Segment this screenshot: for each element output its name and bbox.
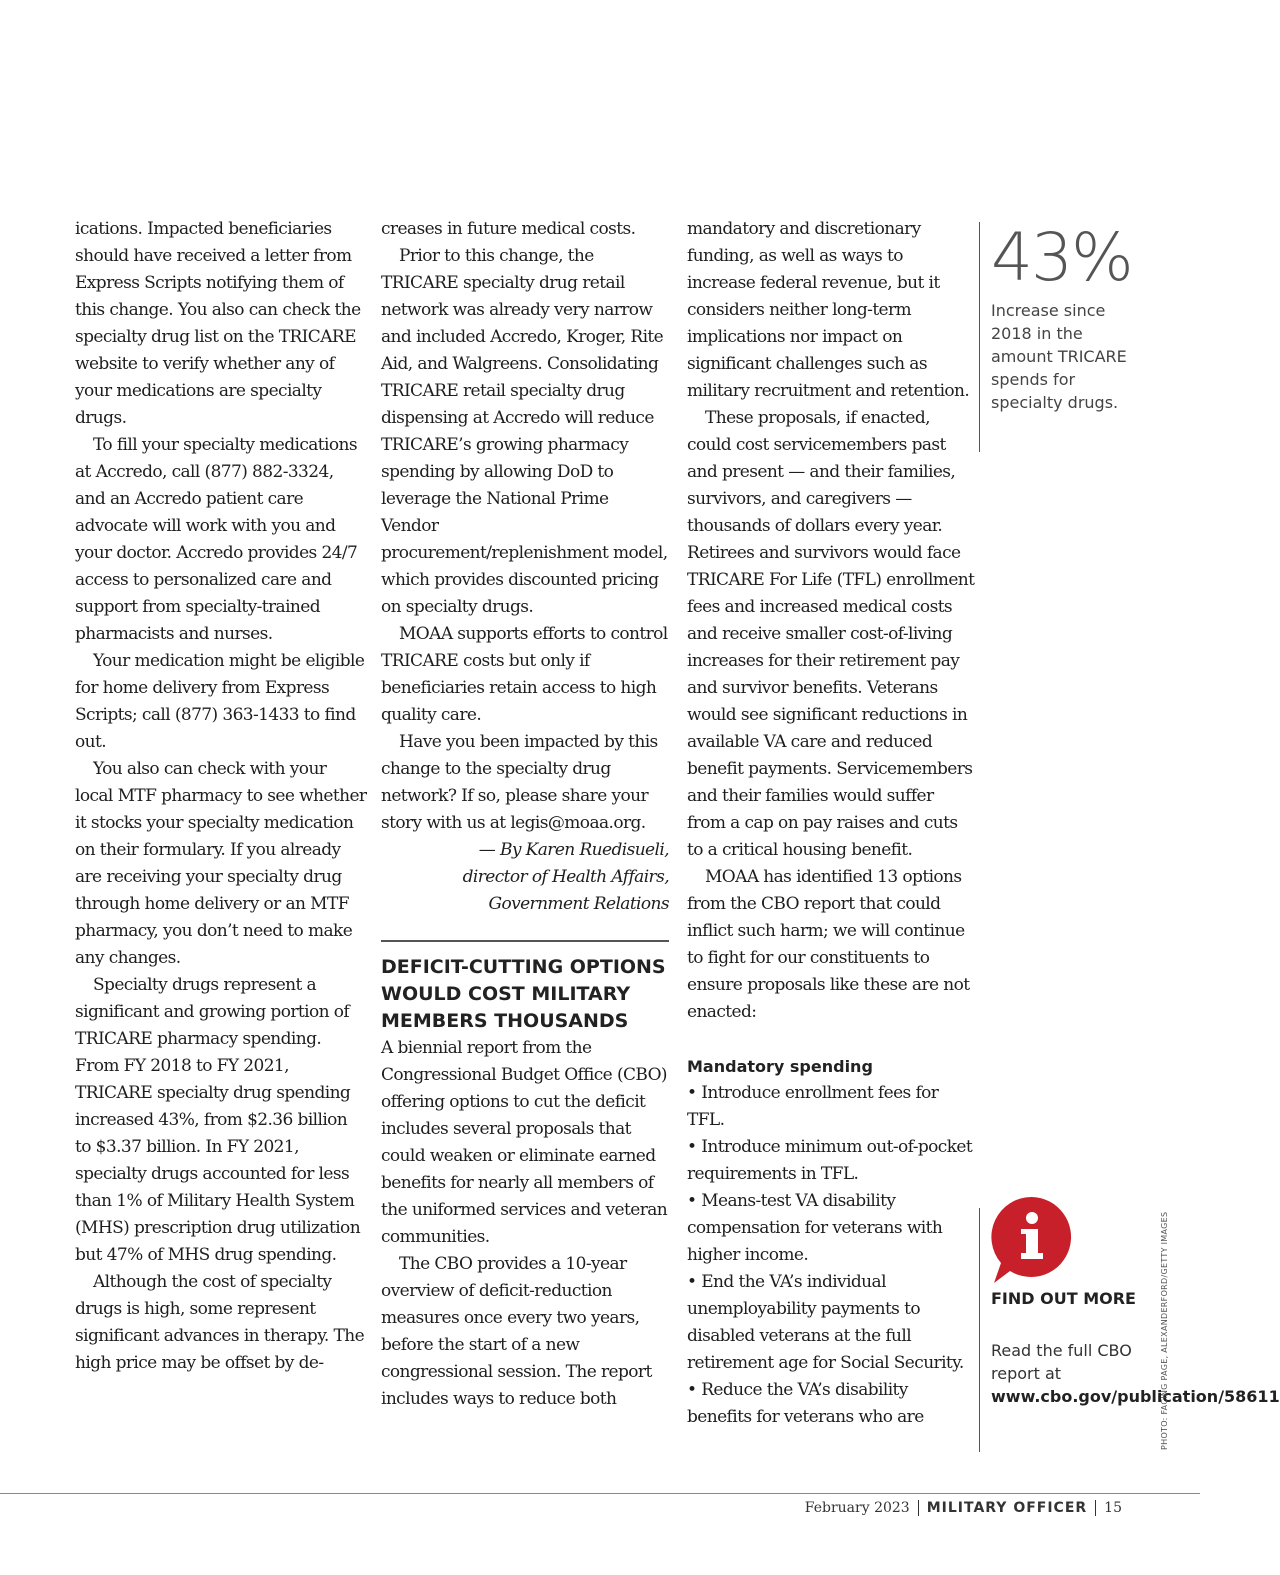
byline-department: Government Relations — [488, 894, 669, 914]
paragraph: To fill your specialty medications at Accredo, call (877) 882-3324, and an Accredo patient care advocate will work with you and your doctor. Accredo provides 24/7 access to personalized care and support from specialty-trained pharmacists and nurses. — [75, 435, 358, 644]
read-report-text: Read the full CBO report at — [991, 1341, 1132, 1383]
find-out-more-heading: FIND OUT MORE — [991, 1289, 1136, 1308]
article-column-2 — [381, 216, 669, 1413]
footer-divider — [0, 1493, 1200, 1494]
paragraph: ications. Impacted beneficiaries should have received a letter from Express Scripts notifying them of this change. You also can check the specialty drug list on the TRICARE website to verify whether any of your medications are specialty drugs. — [75, 219, 361, 428]
list-item: • Means-test VA disability compensation for veterans with higher income. — [687, 1188, 975, 1269]
list-item: • Reduce the VA’s disability benefits for veterans who are — [687, 1377, 975, 1431]
list-item: • End the VA’s individual unemployability payments to disabled veterans at the full retirement age for Social Security. — [687, 1269, 975, 1377]
info-serif — [1021, 1229, 1029, 1234]
paragraph: creases in future medical costs. — [381, 219, 636, 239]
paragraph: MOAA has identified 13 options from the CBO report that could inflict such harm; we will continue to fight for our constituents to ensure proposals like these are not enacted: — [687, 867, 970, 1022]
paragraph: mandatory and discretionary funding, as well as ways to increase federal revenue, but it considers neither long-term implications nor impact on significant challenges such as military recruitment and retention. — [687, 219, 970, 401]
byline-title: director of Health Affairs, — [462, 867, 669, 887]
mandatory-spending-list — [687, 1080, 975, 1431]
issue-date: February 2023 — [804, 1500, 910, 1516]
paragraph: Specialty drugs represent a significant and growing portion of TRICARE pharmacy spending. From FY 2018 to FY 2021, TRICARE specialty drug spending increased 43%, from $2.36 billion to $3.37 billion. In FY 2021, specialty drugs accounted for less than 1% of Military Health System (MHS) prescription drug utilization but 47% of MHS drug spending. — [75, 975, 361, 1265]
article-column-3 — [687, 216, 975, 1431]
info-divider — [979, 1208, 980, 1452]
footer-separator — [918, 1500, 919, 1516]
magazine-title: MILITARY OFFICER — [926, 1500, 1088, 1516]
paragraph: These proposals, if enacted, could cost servicemembers past and present — and their families, survivors, and caregivers — thousands of dollars every year. Retirees and survivors would face TRICARE For Life (TFL) enrollment fees and increased medical costs and receive smaller cost-of-living increases for their retirement pay and survivor benefits. Veterans would see significant reductions in available VA care and reduced benefit payments. Servicemembers and their families would suffer from a cap on pay raises and cuts to a critical housing benefit. — [687, 408, 975, 860]
info-base — [1021, 1253, 1043, 1259]
sidebar-divider — [979, 222, 980, 452]
list-item: • Introduce minimum out-of-pocket requirements in TFL. — [687, 1134, 975, 1188]
info-text — [991, 1339, 1280, 1408]
list-item: • Introduce enrollment fees for TFL. — [687, 1080, 975, 1134]
cbo-report-link[interactable]: www.cbo.gov/publication/58611 — [991, 1387, 1280, 1406]
paragraph: You also can check with your local MTF pharmacy to see whether it stocks your specialty medication on their formulary. If you already are receiving your specialty drug through home delivery or an MTF pharmacy, you don’t need to make any changes. — [75, 759, 367, 968]
paragraph: MOAA supports efforts to control TRICARE costs but only if beneficiaries retain access to high quality care. — [381, 624, 668, 725]
paragraph: Have you been impacted by this change to the specialty drug network? If so, please share your story with us at legis@moaa.org. — [381, 732, 658, 833]
info-dot — [1026, 1212, 1038, 1224]
footer-separator — [1095, 1500, 1096, 1516]
paragraph: Your medication might be eligible for home delivery from Express Scripts; call (877) 363-1433 to find out. — [75, 651, 365, 752]
info-icon — [988, 1193, 1076, 1285]
section-divider — [381, 940, 669, 942]
page-footer — [805, 1497, 1122, 1519]
paragraph: A biennial report from the Congressional Budget Office (CBO) offering options to cut the deficit includes several proposals that could weaken or eliminate earned benefits for nearly all members of the uniformed services and veteran communities. — [381, 1038, 668, 1247]
stat-caption: Increase since 2018 in the amount TRICARE spends for specialty drugs. — [991, 301, 1127, 412]
mandatory-spending-subhead: Mandatory spending — [687, 1057, 873, 1076]
byline-name: — By Karen Ruedisueli, — [478, 840, 669, 860]
section-headline: DEFICIT-CUTTING OPTIONS WOULD COST MILITARY MEMBERS THOUSANDS — [381, 956, 666, 1032]
stat-number: 43% — [991, 219, 1132, 296]
article-column-1 — [75, 216, 367, 1377]
paragraph: The CBO provides a 10-year overview of deficit-reduction measures once every two years, before the start of a new congressional session. The report includes ways to reduce both — [381, 1254, 652, 1409]
page-number: 15 — [1104, 1500, 1122, 1516]
photo-credit: PHOTO: FACING PAGE, ALEXANDERFORD/GETTY IMAGES — [1160, 1211, 1169, 1450]
paragraph: Although the cost of specialty drugs is high, some represent significant advances in therapy. The high price may be offset by de- — [75, 1272, 365, 1373]
paragraph: Prior to this change, the TRICARE specialty drug retail network was already very narrow and included Accredo, Kroger, Rite Aid, and Walgreens. Consolidating TRICARE retail specialty drug dispensing at Accredo will reduce TRICARE’s growing pharmacy spending by allowing DoD to leverage the National Prime Vendor procurement/replenishment model, which provides discounted pricing on specialty drugs. — [381, 246, 668, 617]
